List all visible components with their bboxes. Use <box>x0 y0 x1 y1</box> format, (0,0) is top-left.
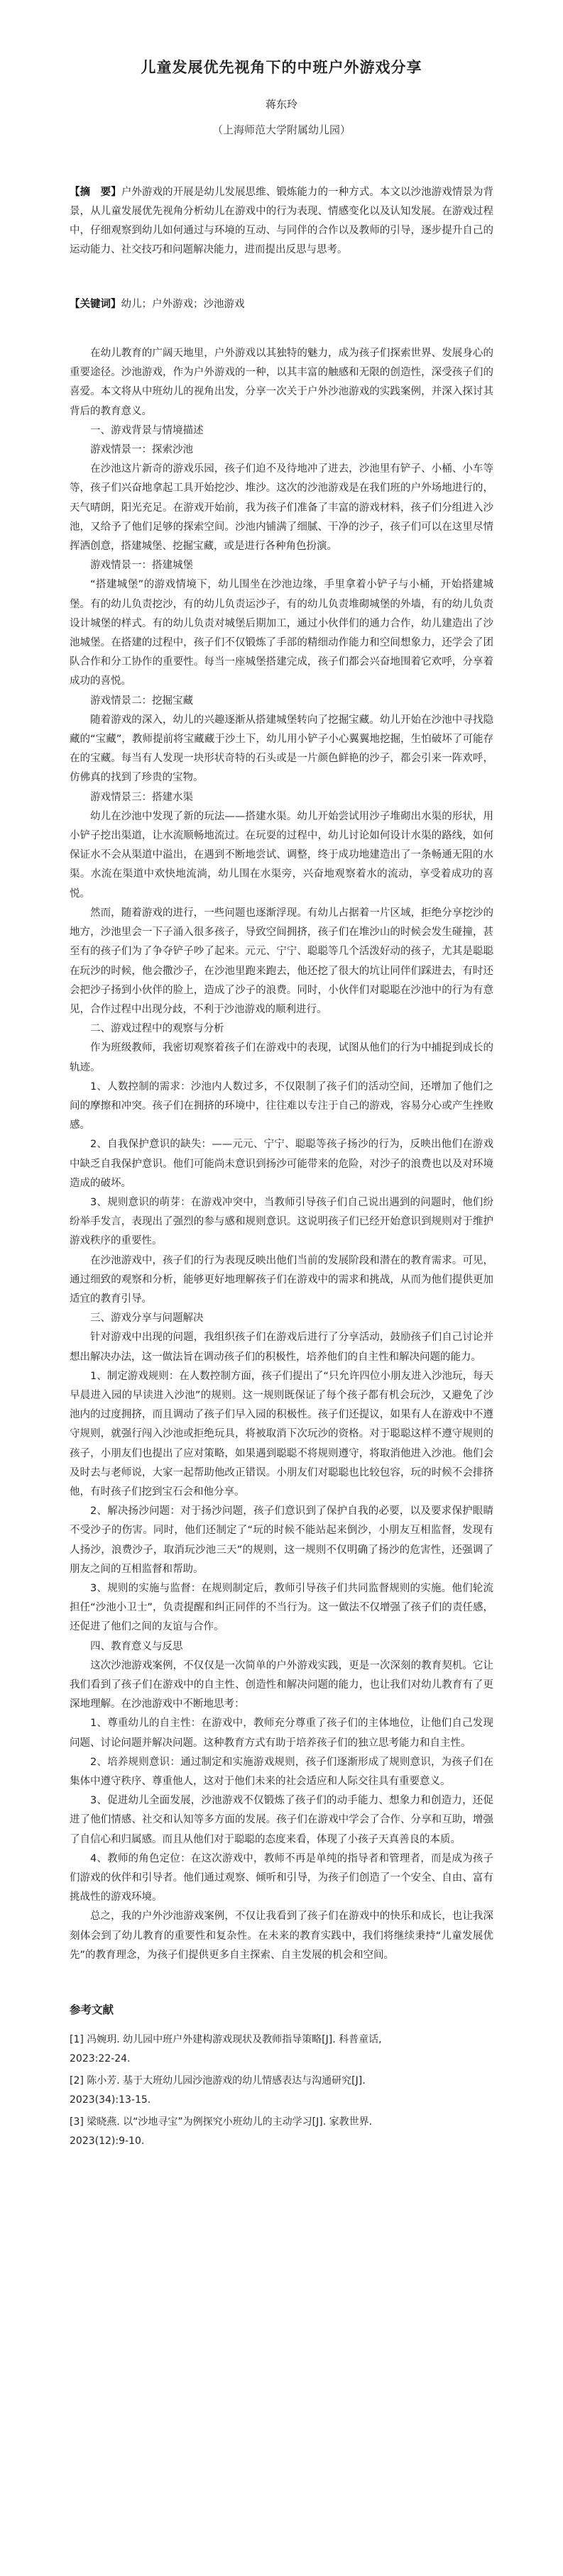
reference-item <box>70 2072 493 2110</box>
keywords-label: 【关键词】 <box>70 299 121 310</box>
body-paragraph: 在幼儿教育的广阔天地里，户外游戏以其独特的魅力，成为孩子们探索世界、发展身心的重要途径。沙池游戏，作为户外游戏的一种，以其丰富的触感和无限的创造性，深受孩子们的喜爱。本文将从中班幼儿的视角出发，分享一次关于户外沙池游戏的实践案例，并深入探讨其背后的教育意义。 <box>70 348 493 417</box>
paper-body <box>70 344 493 1965</box>
section-heading: 一、游戏背景与情境描述 <box>90 424 204 436</box>
reference-text-cont: 2023(12):9-10. <box>70 2135 145 2147</box>
body-paragraph: 4、教师的角色定位：在这次游戏中，教师不再是单纯的指导者和管理者，而是成为孩子们游戏的伙伴和引导者。他们通过观察、倾听和引导，为孩子们创造了一个安全、自由、富有挑战性的游戏环境。 <box>70 1852 493 1903</box>
subsection-heading: 游戏情景一：探索沙池 <box>90 444 193 456</box>
body-paragraph: 在沙池这片新奇的游戏乐园，孩子们迫不及待地冲了进去，沙池里有铲子、小桶、小车等等，孩子们兴奋地拿起工具开始挖沙、堆沙。这次的沙池游戏是在我们班的户外场地进行的，天气晴朗，阳光充足。在游戏开始前，我为孩子们准备了丰富的游戏材料，孩子们分组进入沙池，又给予了他们足够的探索空间。沙池内铺满了细腻、干净的沙子，孩子们可以在这里尽情挥洒创意，搭建城堡、挖掘宝藏，或是进行各种角色扮演。 <box>70 463 493 553</box>
reference-text-cont: 2023(34):13-15. <box>70 2094 151 2106</box>
body-paragraph: 2、解决扬沙问题：对于扬沙问题，孩子们意识到了保护自我的必要，以及要求保护眼睛不受沙子的伤害。同时，他们还制定了“玩的时候不能站起来倒沙，小朋友互相监督，发现有人扬沙，浪费沙子，取消玩沙池三天”的规则，这一规则不仅明确了扬沙的危害性，还强调了朋友之间的互相监督和帮助。 <box>70 1505 493 1575</box>
abstract <box>70 183 493 260</box>
body-paragraph: 1、尊重幼儿的自主性：在游戏中，教师充分尊重了孩子们的主体地位，让他们自己发现问题、讨论问题并解决问题。这种教育方式有助于培养孩子们的独立思考能力和自主性。 <box>70 1718 493 1749</box>
abstract-label: 【摘 要】 <box>70 187 121 198</box>
body-paragraph: 2、自我保护意识的缺失：——元元、宁宁、聪聪等孩子扬沙的行为，反映出他们在游戏中缺乏自我保护意识。他们可能尚未意识到扬沙可能带来的危险，对沙子的浪费也以及对环境造成的破坏。 <box>70 1139 493 1189</box>
body-paragraph: 幼儿在沙池中发现了新的玩法——搭建水渠。幼儿开始尝试用沙子堆砌出水渠的形状，用小铲子挖出渠道，让水流顺畅地流过。在玩耍的过程中，幼儿讨论如何设计水渠的路线，如何保证水不会从渠道中溢出，在遇到不断地尝试、调整，终于成功地建造出了一条畅通无阻的水渠。水流在渠道中欢快地流淌，幼儿围在水渠旁，兴奋地观察着水的流动，享受着成功的喜悦。 <box>70 810 493 900</box>
section-heading: 三、游戏分享与问题解决 <box>90 1312 204 1325</box>
reference-text-cont: 2023:22-24. <box>70 2053 131 2065</box>
body-paragraph: 3、促进幼儿全面发展，沙池游戏不仅锻炼了孩子们的动手能力、想象力和创造力，还促进了他们情感、社交和认知等多方面的发展。孩子们在游戏中学会了合作、分享和互助，增强了自信心和归属感。而且从他们对于聪聪的态度来看，体现了小孩子天真善良的本质。 <box>70 1795 493 1845</box>
section-heading: 四、教育意义与反思 <box>90 1640 183 1652</box>
reference-text: [1] 冯婉玥. 幼儿园中班户外建构游戏现状及教师指导策略[J]. 科普童话, <box>70 2034 382 2046</box>
body-paragraph: 针对游戏中出现的问题，我组织孩子们在游戏后进行了分享活动，鼓励孩子们自己讨论并想出解决办法，这一做法旨在调动孩子们的积极性，培养他们的自主性和解决问题的能力。 <box>70 1332 493 1363</box>
subsection-heading: 游戏情景三：搭建水渠 <box>90 791 193 803</box>
abstract-text: 户外游戏的开展是幼儿发展思维、锻炼能力的一种方式。本文以沙池游戏情景为背景，从儿童发展优先视角分析幼儿在游戏中的行为表现、情感变化以及认知发展。在游戏过程中，仔细观察到幼儿如何通过与环境的互动、与同伴的合作以及教师的引导，逐步提升自己的运动能力、社交技巧和问题解决能力，进而提出反思与思考。 <box>70 187 493 255</box>
body-paragraph: 总之，我的户外沙池游戏案例，不仅让我看到了孩子们在游戏中的快乐和成长，也让我深刻体会到了幼儿教育的重要性和复杂性。在未来的教育实践中，我们将继续秉持“儿童发展优先”的教育理念，为孩子们提供更多自主探索、自主发展的机会和空间。 <box>70 1911 493 1961</box>
body-paragraph: 这次沙池游戏案例，不仅仅是一次简单的户外游戏实践，更是一次深刻的教育契机。它让我们看到了孩子们在游戏中的自主性、创造性和解决问题的能力，也让我们对幼儿教育有了更深地理解。在沙池游戏中不断地思考： <box>70 1659 493 1710</box>
references-list <box>70 2030 493 2151</box>
reference-text: [3] 梁晓燕. 以“沙地寻宝”为例探究小班幼儿的主动学习[J]. 家教世界. <box>70 2116 373 2128</box>
reference-text: [2] 陈小芳. 基于大班幼儿园沙池游戏的幼儿情感表达与沟通研究[J]. <box>70 2075 366 2087</box>
body-paragraph: 在沙池游戏中，孩子们的行为表现反映出他们当前的发展阶段和潜在的教育需求。可见，通过细致的观察和分析，能够更好地理解孩子们在游戏中的需求和挑战，从而为他们提供更加适宜的教育引导。 <box>70 1254 493 1305</box>
references-title: 参考文献 <box>70 2003 114 2017</box>
paper-title: 儿童发展优先视角下的中班户外游戏分享 <box>141 59 422 76</box>
subsection-heading: 游戏情景二：挖掘宝藏 <box>90 695 193 707</box>
keywords-text: 幼儿；户外游戏；沙池游戏 <box>121 299 245 310</box>
author-affiliation: （上海师范大学附属幼儿园） <box>212 123 351 136</box>
body-paragraph: 1、制定游戏规则：在人数控制方面，孩子们提出了“只允许四位小朋友进入沙池玩，每天早晨进入园的早读进入沙池”的规则。这一规则既保证了每个孩子都有机会玩沙，又避免了沙池内的过度拥挤，而且调动了孩子们早入园的积极性。孩子们还提议，如果有人在游戏中不遵守规则，就强行闯入沙池或拒绝玩具，将被取消下次玩沙的资格。对于聪聪这样不遵守规则的孩子，小朋友们也提出了应对策略，如果遇到聪聪不将规则遵守，将取消他进入沙池。他们会及时去与老师说，大家一起帮助他改正错误。小朋友们对聪聪也比较包容，玩的时候不会排挤他，有时孩子们挖到宝石会和他分享。 <box>70 1370 493 1498</box>
author-name: 蒋东玲 <box>265 98 297 111</box>
body-paragraph: “搭建城堡”的游戏情境下，幼儿围坐在沙池边缘，手里拿着小铲子与小桶，开始搭建城堡。有的幼儿负责挖沙，有的幼儿负责运沙子，有的幼儿负责堆砌城堡的外墙，有的幼儿负责设计城堡的样式。有的幼儿负责对城堡后期加工，通过小伙伴们的通力合作，幼儿建造出了沙池城堡。在搭建的过程中，孩子们不仅锻炼了手部的精细动作能力和空间想象力，还学会了团队合作和分工协作的重要性。每当一座城堡搭建完成，孩子们都会兴奋地围着它欢呼，分享着成功的喜悦。 <box>70 579 493 687</box>
body-paragraph: 3、规则的实施与监督：在规则制定后，教师引导孩子们共同监督规则的实施。他们轮流担任“沙池小卫士”，负责提醒和纠正同伴的不当行为。这一做法不仅增强了孩子们的责任感，还促进了他们之间的友谊与合作。 <box>70 1583 493 1633</box>
subsection-heading: 游戏情景一：搭建城堡 <box>90 560 193 572</box>
section-heading: 二、游戏过程中的观察与分析 <box>90 1023 224 1035</box>
reference-item <box>70 2030 493 2069</box>
body-paragraph: 作为班级教师，我密切观察着孩子们在游戏中的表现，试图从他们的行为中捕捉到成长的轨迹。 <box>70 1042 493 1073</box>
reference-item <box>70 2113 493 2151</box>
body-paragraph: 然而，随着游戏的进行，一些问题也逐渐浮现。有幼儿占据着一片区域，拒绝分享挖沙的地方，沙池里会一下子涌入很多孩子，导致空间拥挤，孩子们在堆沙山的时候会发生碰撞，甚至有的孩子们为了争夺铲子吵了起来。元元、宁宁、聪聪等几个活泼好动的孩子，尤其是聪聪在玩沙的时候，他会撒沙子，在沙池里跑来跑去，他还挖了很大的坑让同伴们踩进去，有时还会把沙子扬到小伙伴的脸上，造成了沙子的浪费。同时，小伙伴们对聪聪在沙池中的行为有意见，合作过程中出现分歧，不利于沙池游戏的顺利进行。 <box>70 907 493 1015</box>
body-paragraph: 随着游戏的深入，幼儿的兴趣逐渐从搭建城堡转向了挖掘宝藏。幼儿开始在沙池中寻找隐藏的“宝藏”，教师提前将宝藏藏于沙土下，幼儿用小铲子小心翼翼地挖掘，生怕破坏了可能存在的宝藏。每当有人发现一块形状奇特的石头或是一片颜色鲜艳的沙子，都会引来一阵欢呼，仿佛真的找到了珍贵的宝物。 <box>70 714 493 784</box>
body-paragraph: 1、人数控制的需求：沙池内人数过多，不仅限制了孩子们的活动空间，还增加了他们之间的摩擦和冲突。孩子们在拥挤的环境中，往往难以专注于自己的游戏，容易分心或产生挫败感。 <box>70 1080 493 1132</box>
body-paragraph: 2、培养规则意识：通过制定和实施游戏规则，孩子们逐渐形成了规则意识，为孩子们在集体中遵守秩序、尊重他人，这对于他们未来的社会适应和人际交往具有重要意义。 <box>70 1756 493 1788</box>
body-paragraph: 3、规则意识的萌芽：在游戏冲突中，当教师引导孩子们自己说出遇到的问题时，他们纷纷举手发言，表现出了强烈的参与感和规则意识。这说明孩子们已经开始意识到规则对于维护游戏秩序的重要性。 <box>70 1196 493 1247</box>
keywords <box>70 295 493 314</box>
